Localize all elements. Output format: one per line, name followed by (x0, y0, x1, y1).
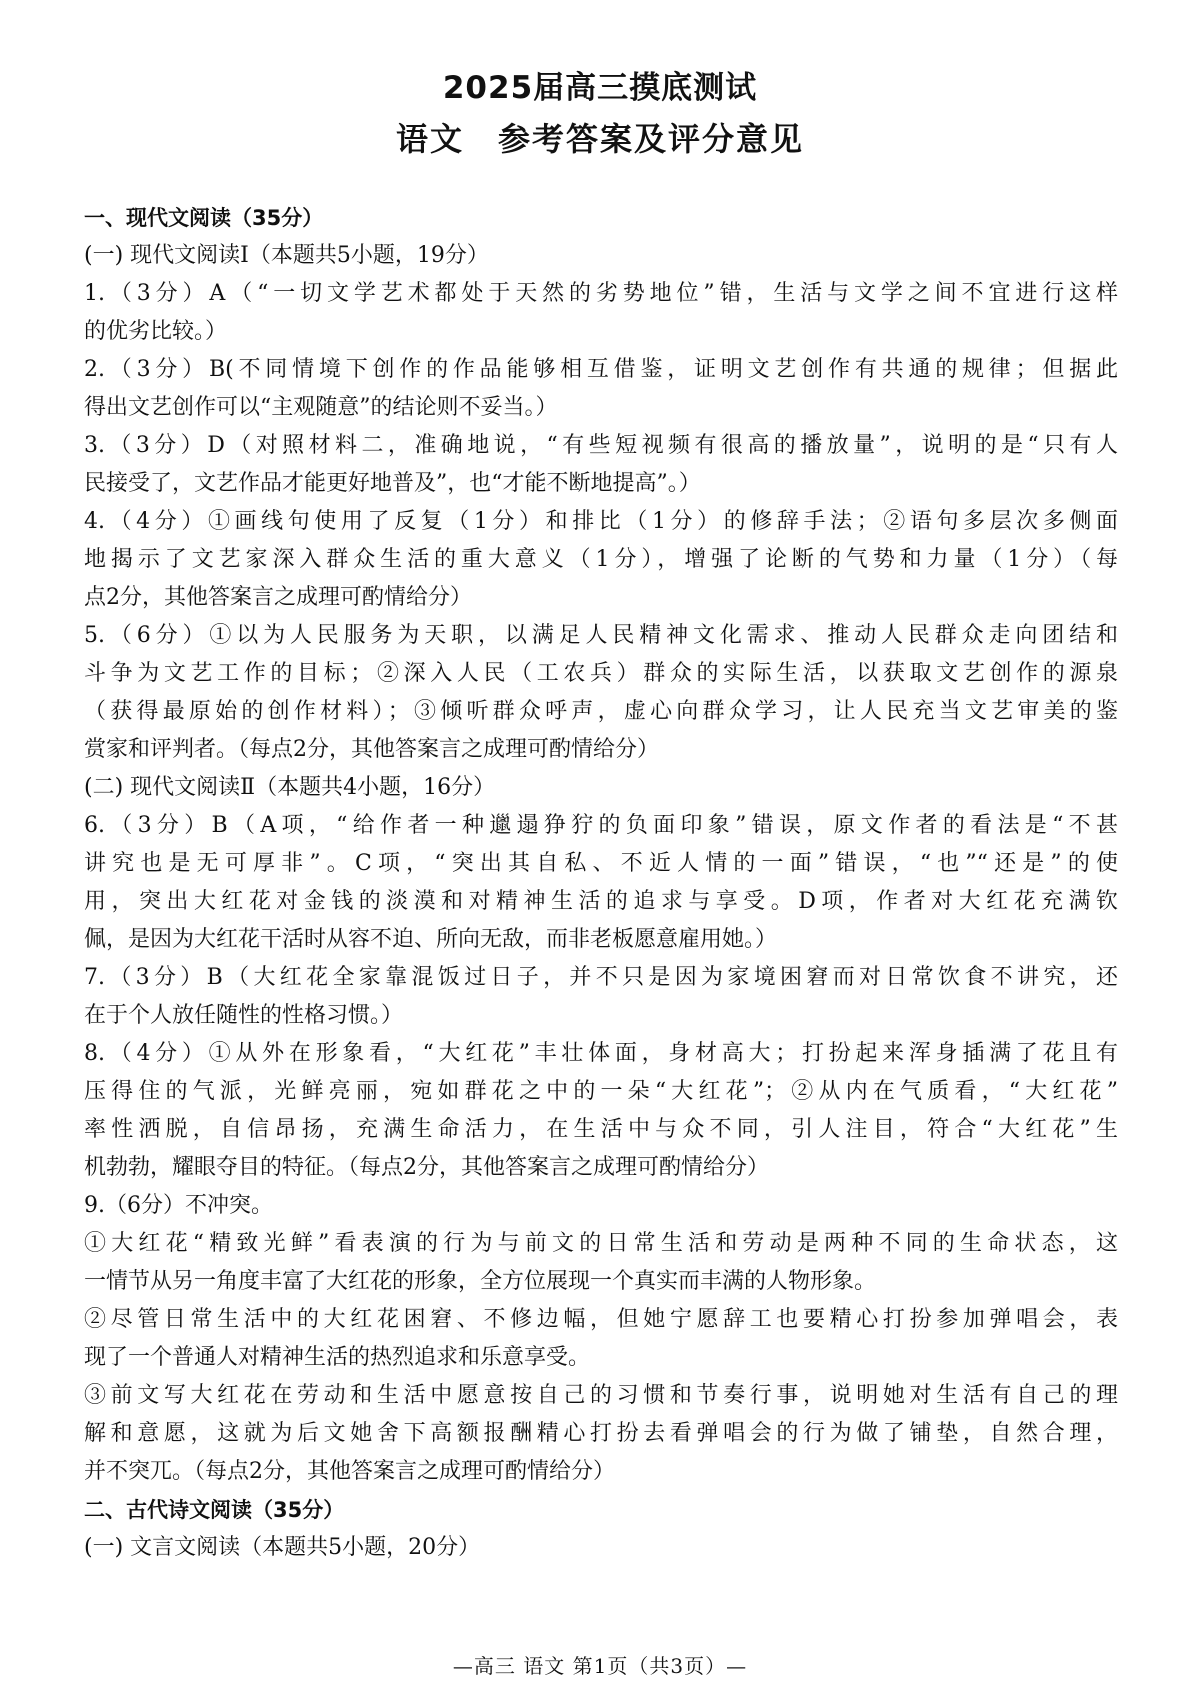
answer-line: 6.（3分）B（A项，“给作者一种邋遢狰狞的负面印象”错误，原文作者的看法是“不甚 (84, 813, 1118, 838)
answer-line: 5.（6分）①以为人民服务为天职，以满足人民精神文化需求、推动人民群众走向团结和 (84, 623, 1118, 648)
answer-line: (一) 现代文阅读Ⅰ（本题共5小题，19分） (84, 243, 489, 268)
document-subtitle: 语文 参考答案及评分意见 (395, 120, 804, 158)
answer-line: 9.（6分）不冲突。 (84, 1193, 273, 1218)
answer-line: (一) 文言文阅读（本题共5小题，20分） (84, 1535, 481, 1560)
answer-line: （获得最原始的创作材料）；③倾听群众呼声，虚心向群众学习，让人民充当文艺审美的鉴 (84, 699, 1118, 724)
answer-line: 并不突兀。（每点2分，其他答案言之成理可酌情给分） (84, 1459, 615, 1484)
answer-line: ①大红花“精致光鲜”看表演的行为与前文的日常生活和劳动是两种不同的生命状态，这 (84, 1231, 1118, 1256)
answer-line: 点2分，其他答案言之成理可酌情给分） (84, 585, 472, 610)
answer-line: 解和意愿，这就为后文她舍下高额报酬精心打扮去看弹唱会的行为做了铺垫，自然合理， (84, 1421, 1118, 1446)
answer-line: 民接受了，文艺作品才能更好地普及”，也“才能不断地提高”。） (84, 471, 701, 496)
answer-line: 4.（4分）①画线句使用了反复（1分）和排比（1分）的修辞手法；②语句多层次多侧面 (84, 509, 1118, 534)
answer-content (84, 199, 1118, 1567)
answer-line: 地揭示了文艺家深入群众生活的重大意义（1分），增强了论断的气势和力量（1分）（每 (84, 547, 1118, 572)
answer-line: 现了一个普通人对精神生活的热烈追求和乐意享受。 (84, 1345, 591, 1370)
answer-line: 2.（3分）B(不同情境下创作的作品能够相互借鉴，证明文艺创作有共通的规律；但据此 (84, 357, 1118, 382)
answer-line: 在于个人放任随性的性格习惯。） (84, 1003, 404, 1028)
section-heading: 一、现代文阅读（35分） (84, 206, 324, 230)
answer-line: ③前文写大红花在劳动和生活中愿意按自己的习惯和节奏行事，说明她对生活有自己的理 (84, 1383, 1118, 1408)
answer-line: 讲究也是无可厚非”。C项，“突出其自私、不近人情的一面”错误，“也”“还是”的使 (84, 851, 1118, 876)
answer-line: 7.（3分）B（大红花全家靠混饭过日子，并不只是因为家境困窘而对日常饮食不讲究，还 (84, 965, 1118, 990)
answer-line: 8.（4分）①从外在形象看，“大红花”丰壮体面，身材高大；打扮起来浑身插满了花且有 (84, 1041, 1118, 1066)
answer-line: 赏家和评判者。（每点2分，其他答案言之成理可酌情给分） (84, 737, 659, 762)
answer-line: 得出文艺创作可以“主观随意”的结论则不妥当。） (84, 395, 558, 420)
answer-line: 3.（3分）D（对照材料二，准确地说，“有些短视频有很高的播放量”，说明的是“只有人 (84, 433, 1118, 458)
answer-line: 佩，是因为大红花干活时从容不迫、所向无敌，而非老板愿意雇用她。） (84, 927, 778, 952)
answer-line: 1.（3分）A（“一切文学艺术都处于天然的劣势地位”错，生活与文学之间不宜进行这样 (84, 281, 1118, 306)
answer-line: 用，突出大红花对金钱的淡漠和对精神生活的追求与享受。D项，作者对大红花充满钦 (84, 889, 1118, 914)
section-heading: 二、古代诗文阅读（35分） (84, 1498, 345, 1522)
answer-line: 斗争为文艺工作的目标；②深入人民（工农兵）群众的实际生活，以获取文艺创作的源泉 (84, 661, 1118, 686)
answer-line: ②尽管日常生活中的大红花困窘、不修边幅，但她宁愿辞工也要精心打扮参加弹唱会，表 (84, 1307, 1118, 1332)
page-footer: —高三 语文 第1页（共3页）— (452, 1654, 748, 1678)
answer-line: 机勃勃，耀眼夺目的特征。（每点2分，其他答案言之成理可酌情给分） (84, 1155, 769, 1180)
answer-line: 压得住的气派，光鲜亮丽，宛如群花之中的一朵“大红花”；②从内在气质看，“大红花” (84, 1079, 1118, 1104)
answer-line: (二) 现代文阅读Ⅱ（本题共4小题，16分） (84, 775, 496, 800)
exam-title: 2025届高三摸底测试 (442, 70, 758, 106)
answer-line: 率性洒脱，自信昂扬，充满生命活力，在生活中与众不同，引人注目，符合“大红花”生 (84, 1117, 1118, 1142)
answer-line: 一情节从另一角度丰富了大红花的形象，全方位展现一个真实而丰满的人物形象。 (84, 1269, 877, 1294)
answer-line: 的优劣比较。） (84, 319, 228, 344)
